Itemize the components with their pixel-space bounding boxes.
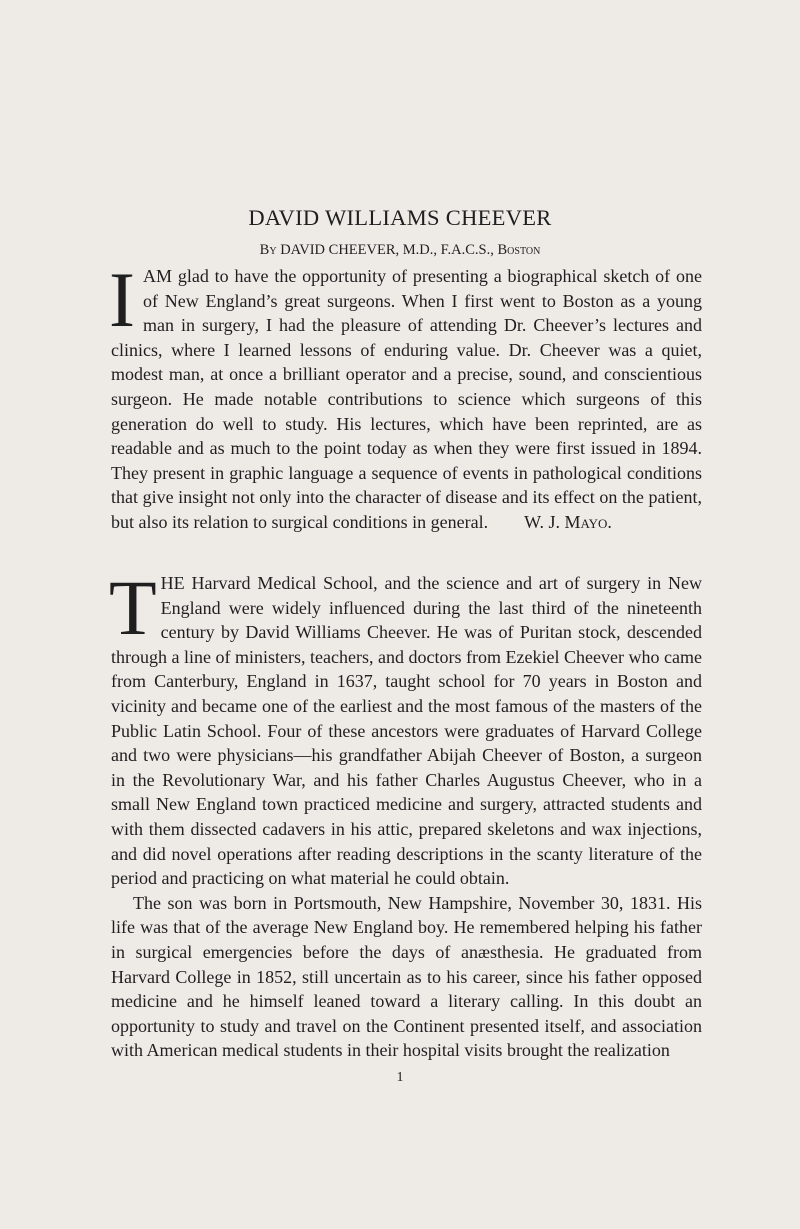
- byline-prefix: By: [259, 242, 277, 258]
- body-paragraph-2: The son was born in Portsmouth, New Hampshire, November 30, 1831. His life was that of the average New England boy. He remembered helping his father in surgical emergencies before the days of anæsthesia. He graduated from Harvard College in 1852, still uncertain as to his career, since his father opposed medicine and he himself leaned toward a literary calling. In this doubt an opportunity to study and travel on the Continent presented itself, and association with American medical students in their hospital visits brought the realization: [111, 892, 702, 1061]
- byline-author: DAVID CHEEVER, M.D., F.A.C.S.,: [280, 242, 494, 258]
- article-body: [109, 564, 702, 1063]
- foreword-signature: W. J. Mayo.: [524, 511, 612, 532]
- body-paragraph-1-text: HE Harvard Medical School, and the science and art of surgery in New England were widely influenced during the last third of the nineteenth century by David Williams Cheever. He was of Puritan stock, descended through a line of ministers, teachers, and doctors from Ezekiel Cheever who came from Canterbury, England in 1637, taught school for 70 years in Boston and vicinity and became one of the earliest and the most famous of the masters of the Public Latin School. Four of these ancestors were graduates of Harvard College and two were physicians—his grandfather Abijah Cheever of Boston, a surgeon in the Revolutionary War, and his father Charles Augustus Cheever, who in a small New England town practiced medicine and surgery, attracted students and with them dissected cadavers in his attic, prepared skeletons and wax injections, and did novel operations after reading descriptions in the scanty literature of the period and practicing on what material he could obtain.: [111, 573, 702, 889]
- foreword: [109, 256, 702, 535]
- foreword-paragraph: [109, 256, 702, 535]
- body-paragraph-1: [109, 564, 702, 891]
- foreword-text: AM glad to have the opportunity of presenting a biographical sketch of one of New England’s great surgeons. When I first went to Boston as a young man in surgery, I had the pleasure of attending Dr. Cheever’s lectures and clinics, where I learned lessons of enduring value. Dr. Cheever was a quiet, modest man, at once a brilliant operator and a precise, sound, and conscientious surgeon. He made notable contributions to science which surgeons of this generation do well to study. His lectures, which have been reprinted, are as readable and as much to the point today as when they were first issued in 1894. They present in graphic language a sequence of events in pathological conditions that give insight not only into the character of disease and its effect on the patient, but also its relation to surgical conditions in general.: [111, 266, 702, 532]
- body-dropcap: T: [109, 564, 157, 651]
- page-number: 1: [396, 1070, 404, 1085]
- foreword-dropcap: I: [109, 256, 135, 343]
- article-title: DAVID WILLIAMS CHEEVER: [248, 205, 552, 230]
- byline-place: Boston: [497, 242, 541, 258]
